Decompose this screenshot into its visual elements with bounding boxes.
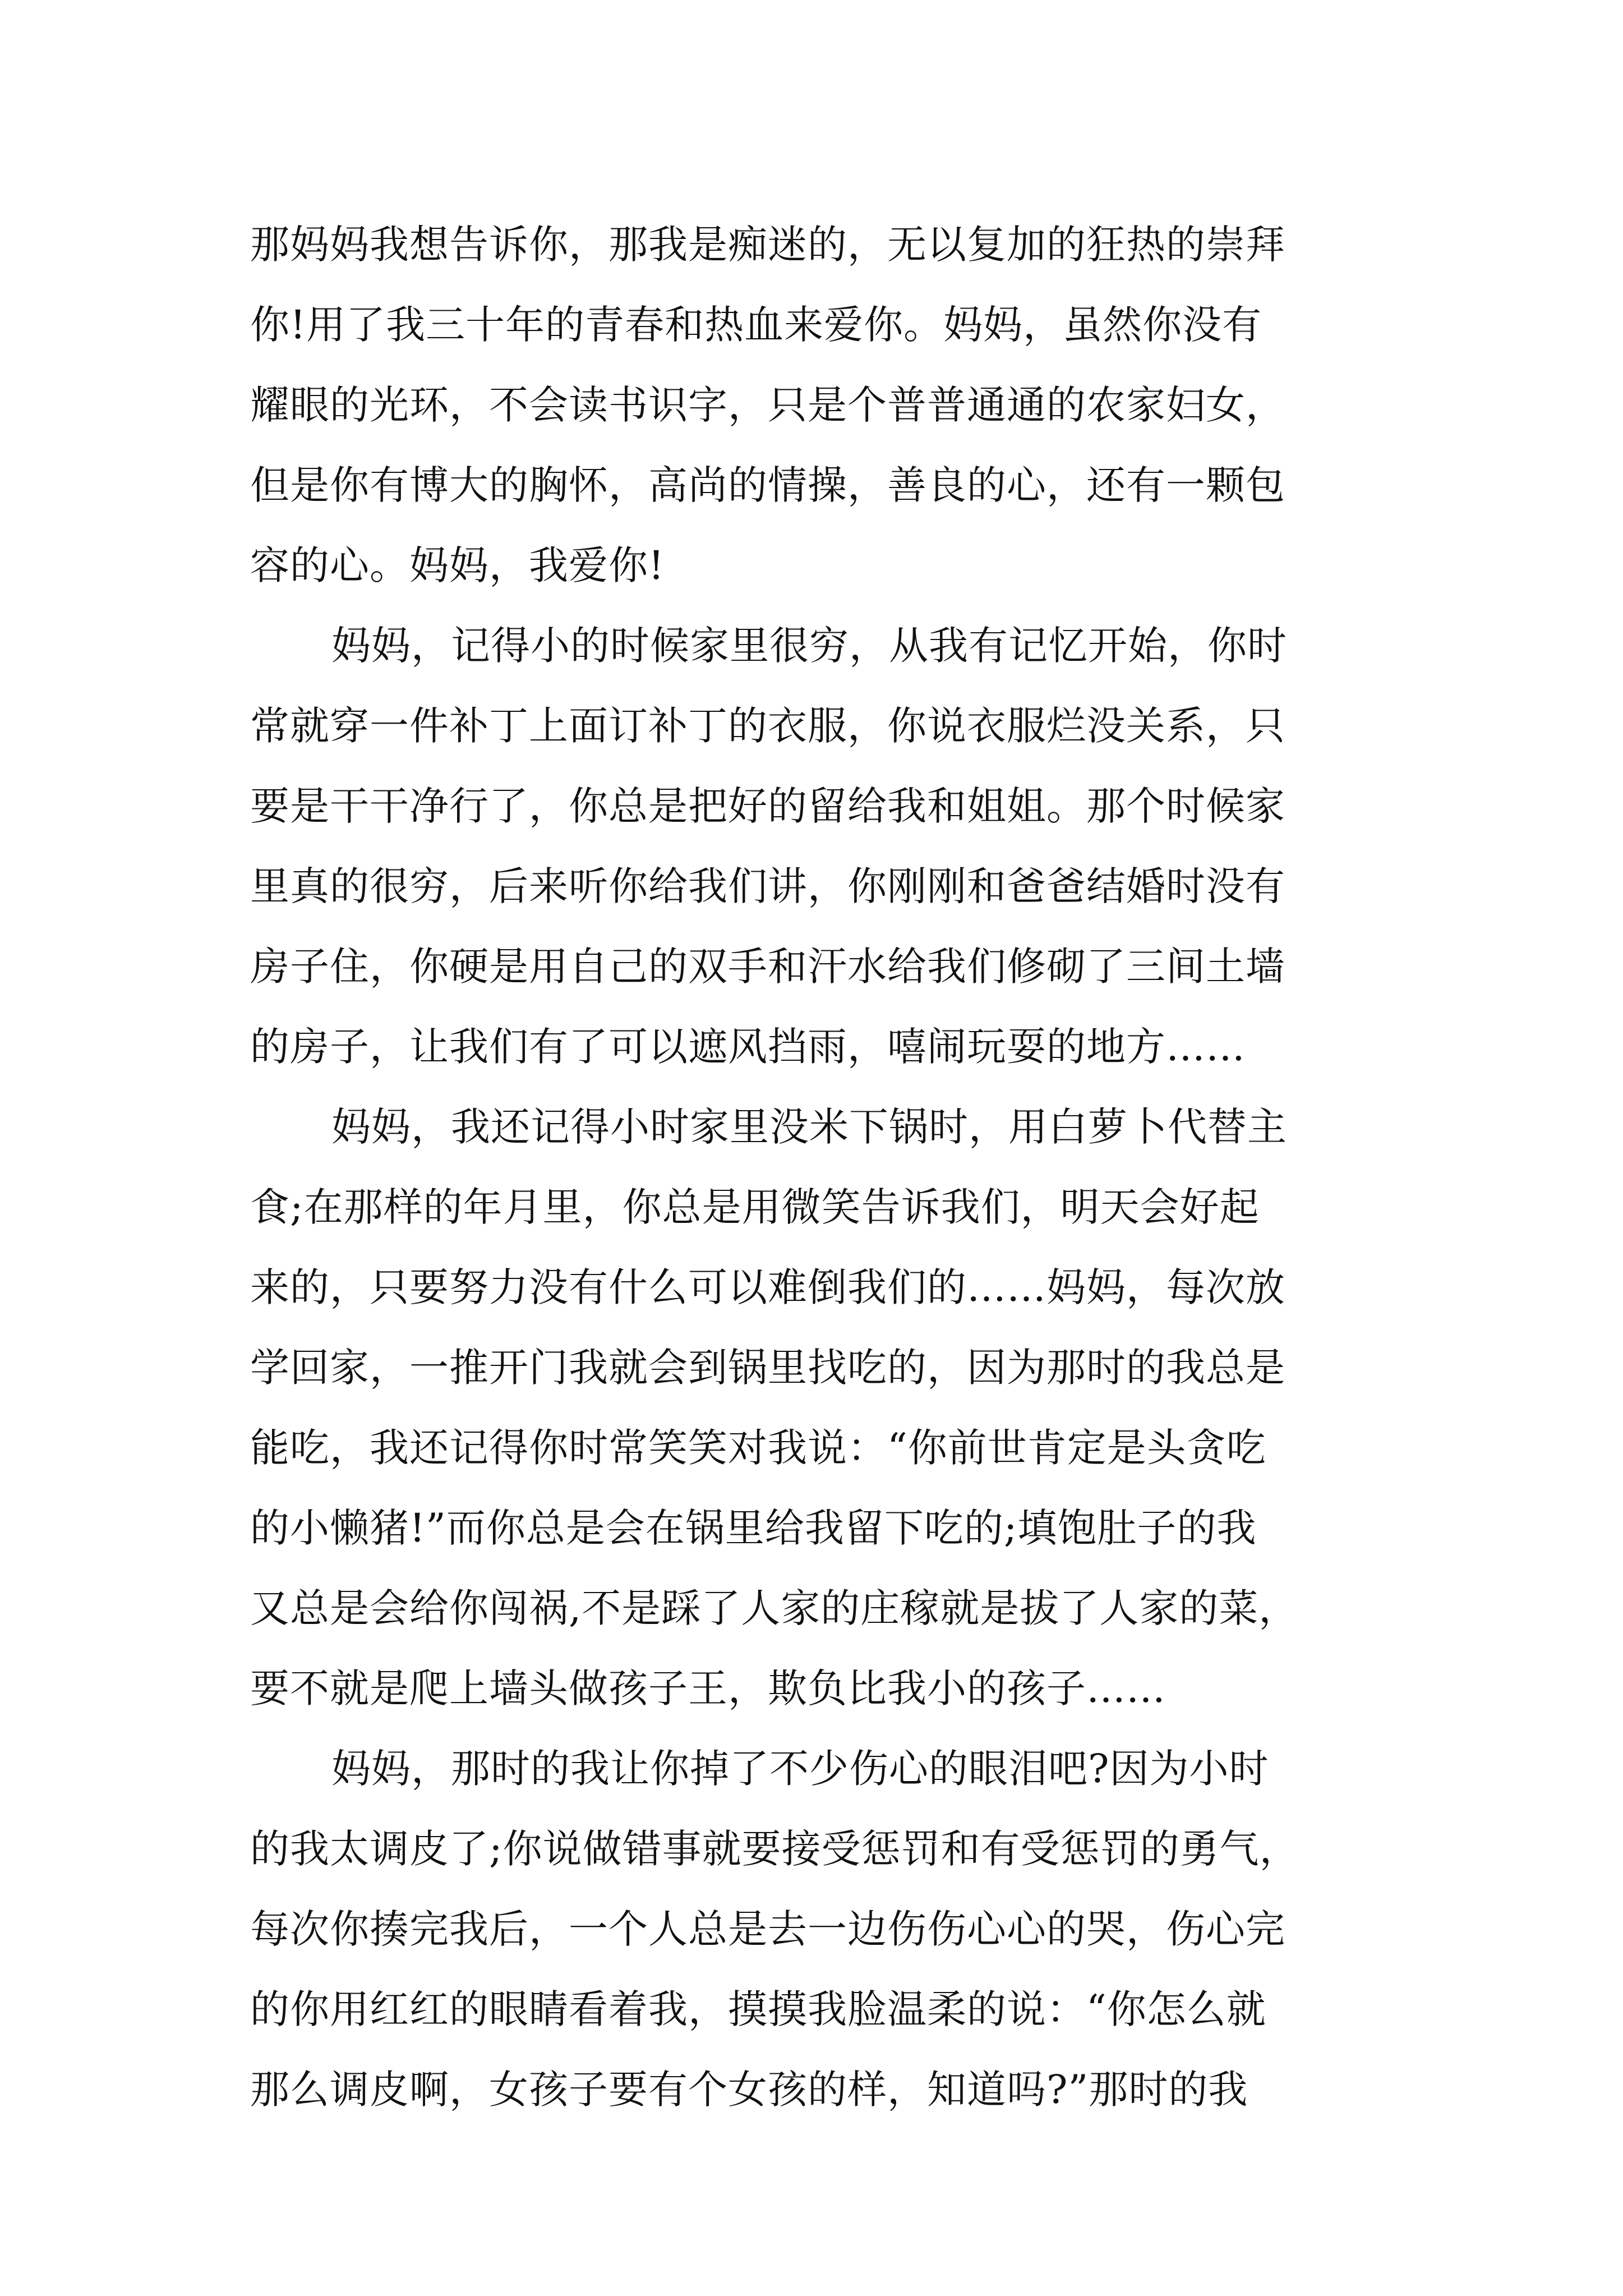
body-text [250, 205, 1383, 2130]
text-line: 房子住，你硬是用自己的双手和汗水给我们修砌了三间土墙 [250, 944, 1285, 990]
text-line: 里真的很穷，后来听你给我们讲，你刚刚和爸爸结婚时没有 [250, 863, 1285, 909]
text-line: 耀眼的光环，不会读书识字，只是个普普通通的农家妇女， [250, 382, 1285, 428]
text-line: 食;在那样的年月里，你总是用微笑告诉我们，明天会好起 [250, 1184, 1260, 1230]
text-line: 常就穿一件补丁上面订补丁的衣服，你说衣服烂没关系，只 [250, 703, 1285, 749]
text-line: 你!用了我三十年的青春和热血来爱你。妈妈，虽然你没有 [250, 302, 1262, 348]
paragraph-start-line: 妈妈，记得小的时候家里很穷，从我有记忆开始，你时 [331, 623, 1287, 669]
text-line: 的房子，让我们有了可以遮风挡雨，嘻闹玩耍的地方…… [250, 1024, 1246, 1070]
text-line: 要是干干净行了，你总是把好的留给我和姐姐。那个时候家 [250, 783, 1285, 829]
text-line: 容的心。妈妈，我爱你! [250, 542, 665, 588]
text-line: 来的，只要努力没有什么可以难倒我们的……妈妈，每次放 [250, 1264, 1285, 1310]
text-line: 能吃，我还记得你时常笑笑对我说：“你前世肯定是头贪吃 [250, 1425, 1266, 1471]
text-line: 那么调皮啊，女孩子要有个女孩的样，知道吗?”那时的我 [250, 2067, 1248, 2113]
paragraph-start-line: 妈妈，那时的我让你掉了不少伤心的眼泪吧?因为小时 [331, 1746, 1269, 1792]
text-line: 但是你有博大的胸怀，高尚的情操，善良的心，还有一颗包 [250, 462, 1285, 508]
text-line: 那妈妈我想告诉你，那我是痴迷的，无以复加的狂热的崇拜 [250, 222, 1285, 268]
text-line: 又总是会给你闯祸,不是踩了人家的庄稼就是拔了人家的菜， [250, 1585, 1299, 1631]
text-line: 每次你揍完我后，一个人总是去一边伤伤心心的哭，伤心完 [250, 1906, 1285, 1952]
text-line: 要不就是爬上墙头做孩子王，欺负比我小的孩子…… [250, 1665, 1166, 1711]
text-line: 学回家，一推开门我就会到锅里找吃的，因为那时的我总是 [250, 1345, 1285, 1391]
text-line: 的小懒猪!”而你总是会在锅里给我留下吃的;填饱肚子的我 [250, 1505, 1257, 1551]
text-line: 的你用红红的眼睛看着我，摸摸我脸温柔的说：“你怎么就 [250, 1986, 1266, 2032]
text-line: 的我太调皮了;你说做错事就要接受惩罚和有受惩罚的勇气， [250, 1826, 1299, 1872]
paragraph-start-line: 妈妈，我还记得小时家里没米下锅时，用白萝卜代替主 [331, 1104, 1287, 1150]
